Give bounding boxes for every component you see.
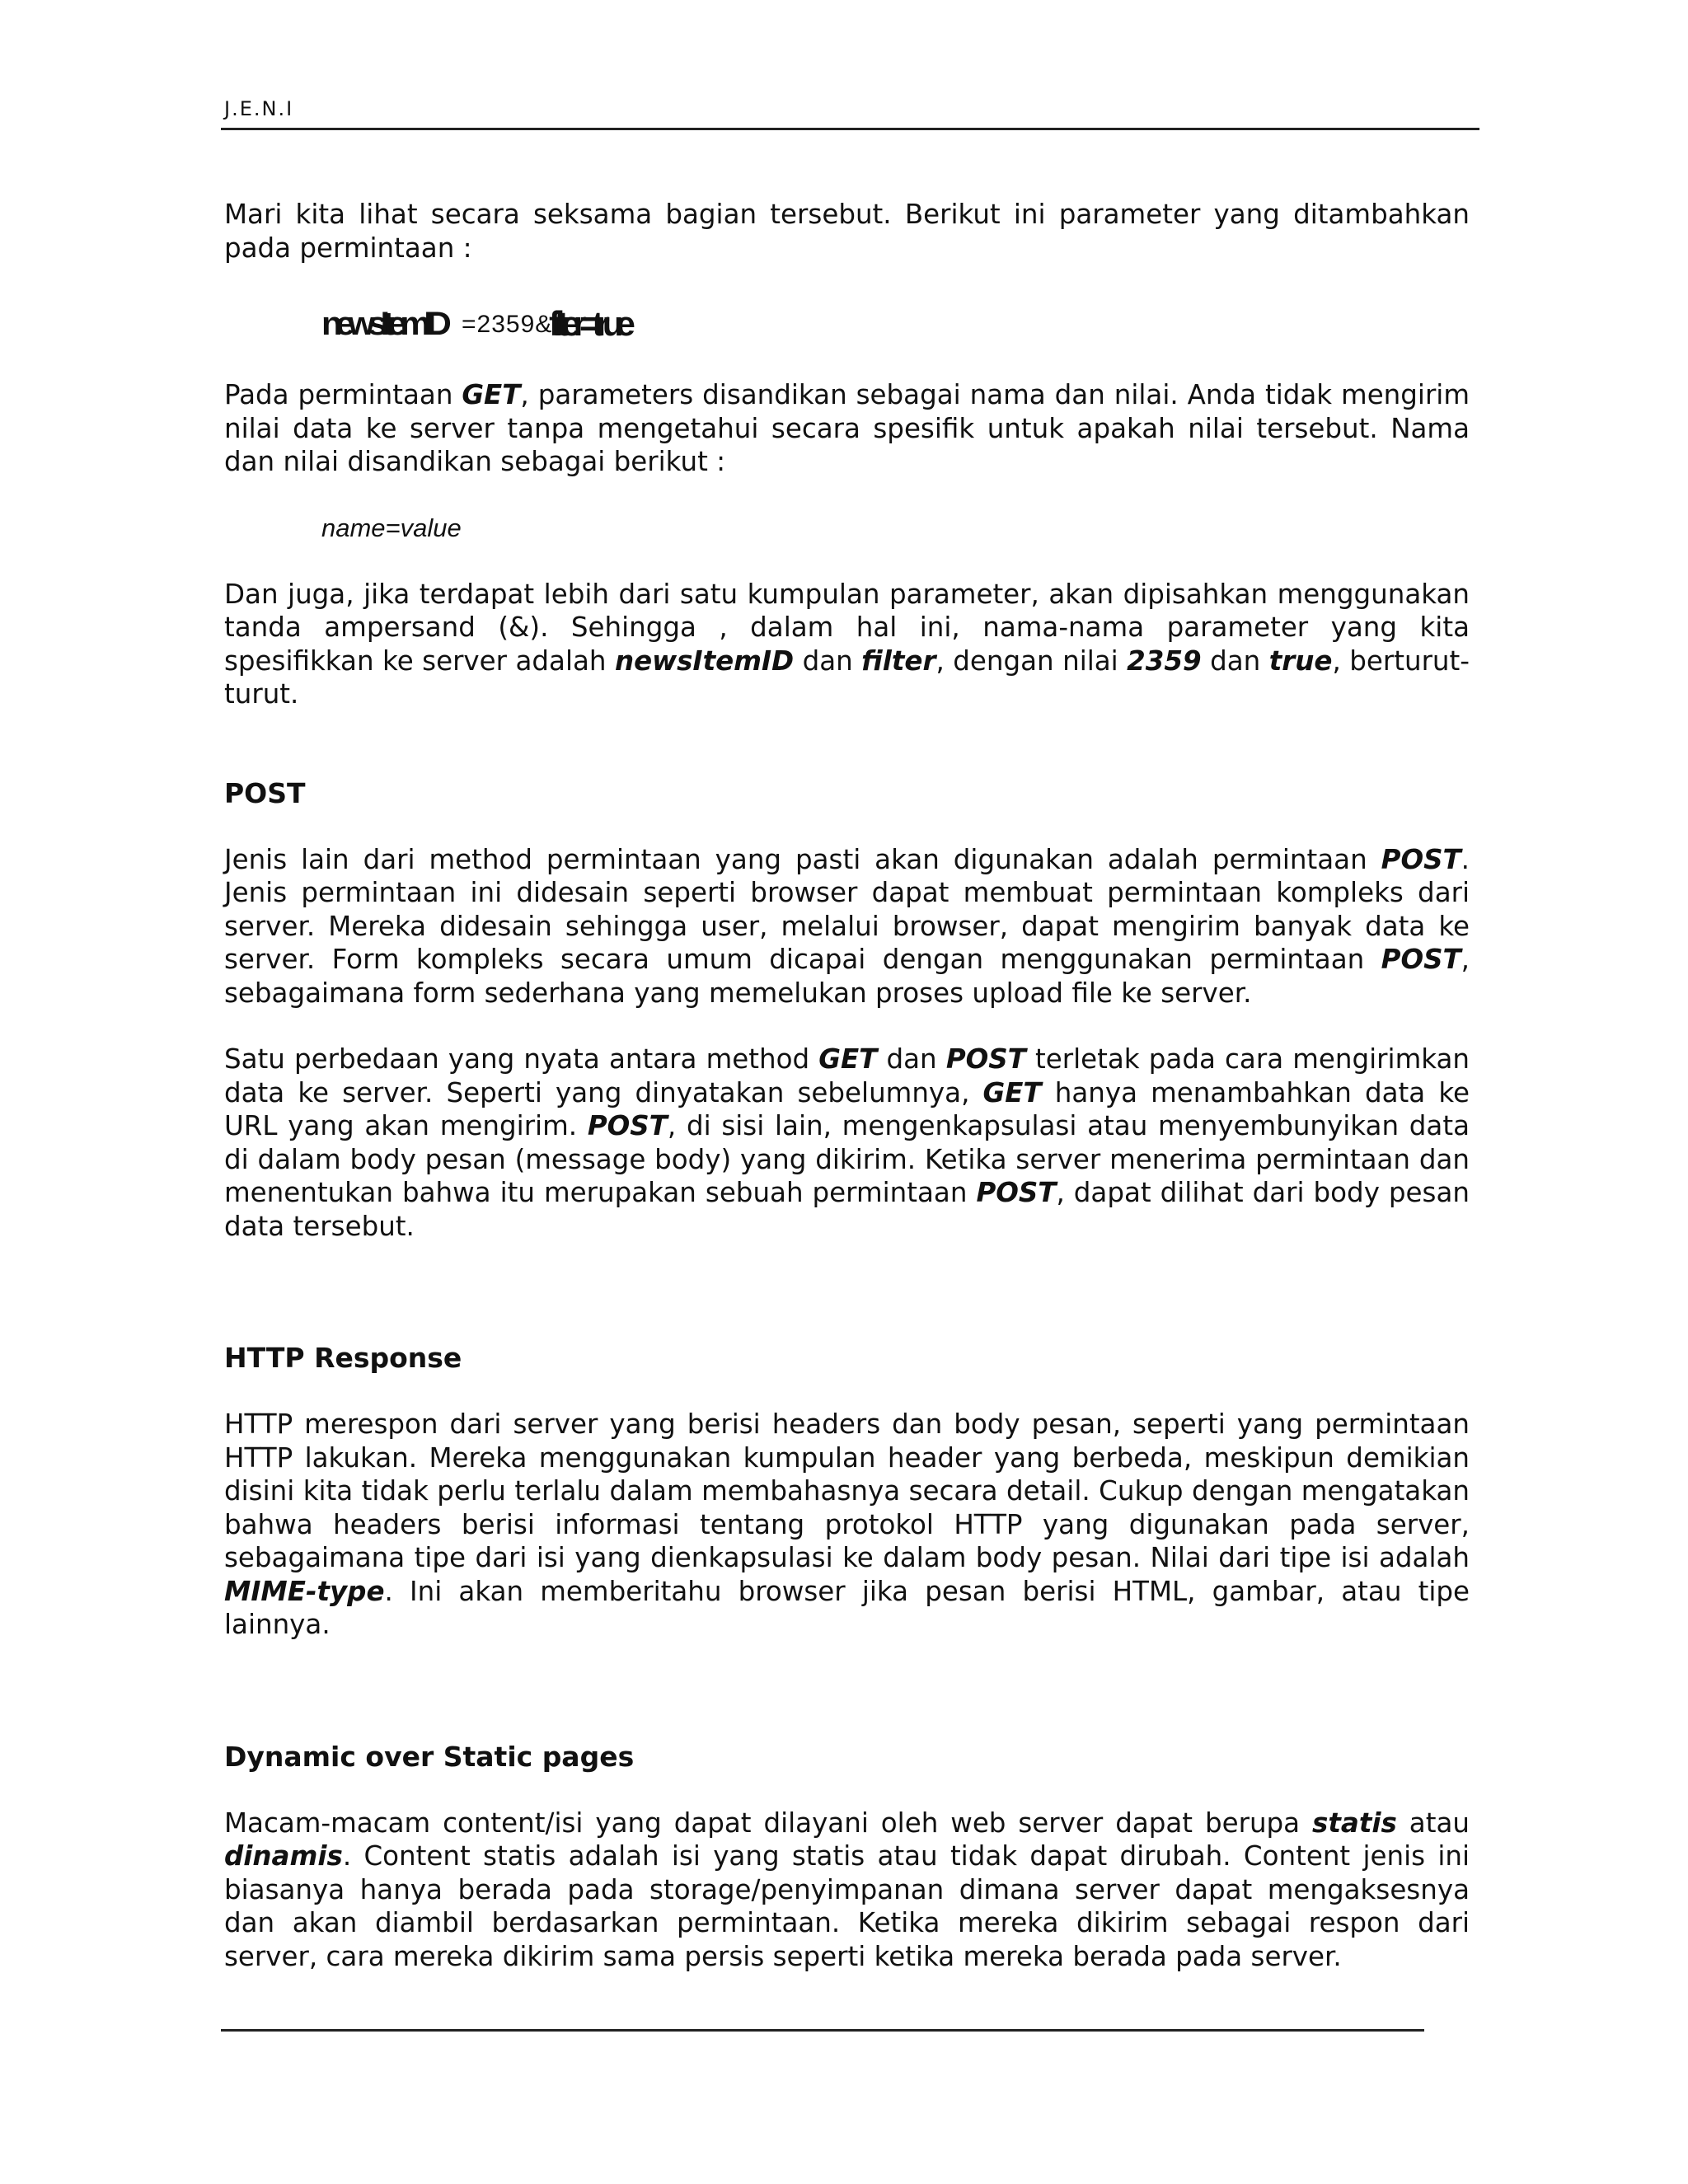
running-header: J.E.N.I [224,97,294,120]
query-param-name: newsItemID [321,306,445,342]
dynamic-static-heading: Dynamic over Static pages [224,1740,635,1773]
intro-paragraph: Mari kita lihat secara seksama bagian tersebut. Berikut ini parameter yang ditambahkan pada permintaan : [224,199,1470,264]
ampersand-paragraph: Dan juga, jika terdapat lebih dari satu kumpulan parameter, akan dipisahkan menggunakan tanda ampersand (&). Sehingga , dalam hal ini, nama-nama parameter yang kita spesifikkan ke server adalah newsItemID dan filter, dengan nilai 2359 dan true, berturut-turut. [224,578,1470,710]
post-paragraph-1: Jenis lain dari method permintaan yang pasti akan digunakan adalah permintaan POST. Jenis permintaan ini didesain seperti browser dapat membuat permintaan kompleks dari server. Mereka didesain sehingga user, melalui browser, dapat mengirim banyak data ke server. Form kompleks secara umum dicapai dengan menggunakan permintaan POST, sebagaimana form sederhana yang memelukan proses upload file ke server. [224,843,1470,1009]
post-paragraph-2: Satu perbedaan yang nyata antara method GET dan POST terletak pada cara mengirimkan data ke server. Seperti yang dinyatakan sebelumnya, GET hanya menambahkan data ke URL yang akan mengirim. POST, di sisi lain, mengenkapsulasi atau menyembunyikan data di dalam body pesan (message body) yang dikirim. Ketika server menerima permintaan dan menentukan bahwa itu merupakan sebuah permintaan POST, dapat dilihat dari body pesan data tersebut. [224,1043,1470,1242]
post-heading: POST [224,776,306,809]
query-string-example [321,298,1470,345]
http-response-heading: HTTP Response [224,1342,462,1374]
footer-divider [221,2029,1424,2032]
http-response-paragraph: HTTP merespon dari server yang berisi headers dan body pesan, seperti yang permintaan HTTP lakukan. Mereka menggunakan kumpulan header yang berbeda, meskipun demikian disini kita tidak perlu terlalu dalam membahasnya secara detail. Cukup dengan mengatakan bahwa headers berisi informasi tentang protokol HTTP yang digunakan pada server, sebagaimana tipe dari isi yang dienkapsulasi ke dalam body pesan. Nilai dari tipe isi adalah MIME-type. Ini akan memberitahu browser jika pesan berisi HTML, gambar, atau tipe lainnya. [224,1408,1470,1640]
page-body [224,198,1470,1973]
get-paragraph: Pada permintaan GET, parameters disandikan sebagai nama dan nilai. Anda tidak mengirim nilai data ke server tanpa mengetahui secara spesifik untuk apakah nilai tersebut. Nama dan nilai disandikan sebagai berikut : [224,379,1470,477]
header-divider [221,128,1479,130]
dynamic-static-paragraph: Macam-macam content/isi yang dapat dilayani oleh web server dapat berupa statis atau dinamis. Content statis adalah isi yang statis atau tidak dapat dirubah. Content jenis ini biasanya hanya berada pada storage/penyimpanan dimana server dapat mengaksesnya dan akan diambil berdasarkan permintaan. Ketika mereka dikirim sebagai respon dari server, cara mereka dikirim sama persis seperti ketika mereka berada pada server. [224,1807,1470,1972]
name-value-example: name=value [321,513,462,542]
query-param-filter: filter=true [549,304,628,343]
query-param-value: =2359& [462,311,553,338]
